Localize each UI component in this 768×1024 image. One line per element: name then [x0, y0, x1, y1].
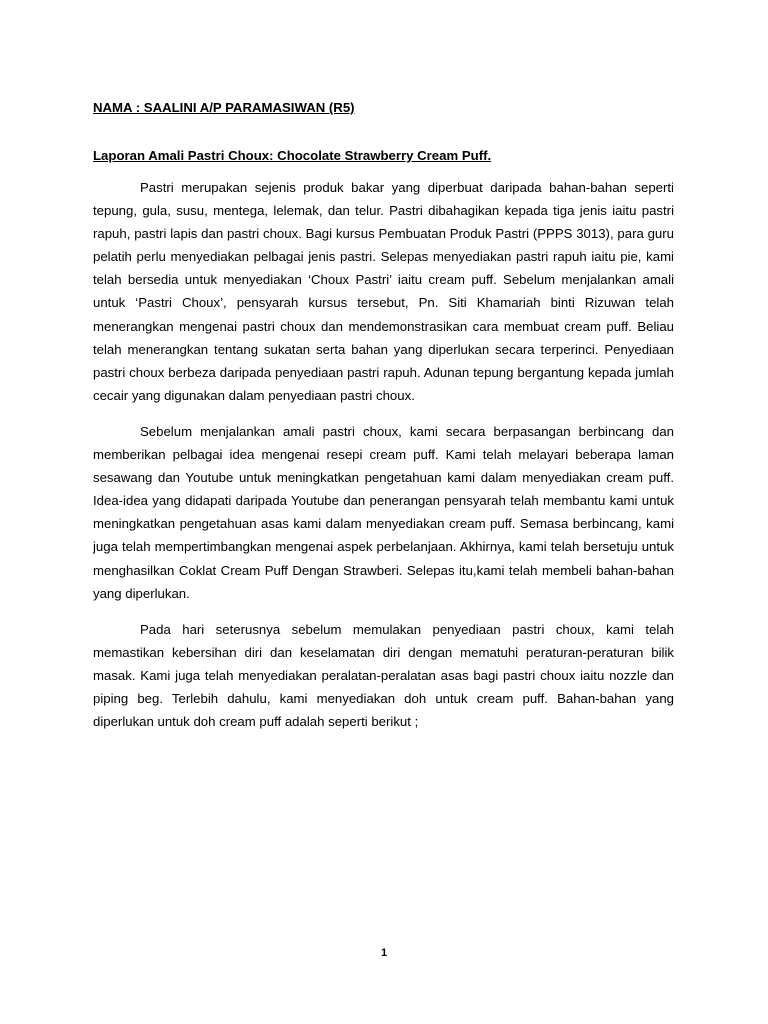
document-body: [93, 96, 674, 746]
paragraph-preparation: Pada hari seterusnya sebelum memulakan penyediaan pastri choux, kami telah memastikan kebersihan diri dan keselamatan diri dengan mematuhi peraturan-peraturan bilik masak. Kami juga telah menyediakan peralatan-peralatan asas bagi pastri choux iaitu nozzle dan piping beg. Terlebih dahulu, kami menyediakan doh untuk cream puff. Bahan-bahan yang diperlukan untuk doh cream puff adalah seperti berikut ;: [93, 621, 674, 730]
page-number: 1: [380, 947, 388, 959]
paragraph-planning: Sebelum menjalankan amali pastri choux, kami secara berpasangan berbincang dan memberikan pelbagai idea mengenai resepi cream puff. Kami telah melayari beberapa laman sesawang dan Youtube untuk meningkatkan pengetahuan kami dalam menyediakan cream puff. Idea-idea yang didapati daripada Youtube dan penerangan pensyarah telah membantu kami untuk meningkatkan pengetahuan asas kami dalam menyediakan cream puff. Semasa berbincang, kami juga telah mempertimbangkan mengenai aspek perbelanjaan. Akhirnya, kami telah bersetuju untuk menghasilkan Coklat Cream Puff Dengan Strawberi. Selepas itu,kami telah membeli bahan-bahan yang diperlukan.: [93, 423, 674, 601]
paragraph-introduction: Pastri merupakan sejenis produk bakar yang diperbuat daripada bahan-bahan seperti tepung, gula, susu, mentega, lelemak, dan telur. Pastri dibahagikan kepada tiga jenis iaitu pastri rapuh, pastri lapis dan pastri choux. Bagi kursus Pembuatan Produk Pastri (PPPS 3013), para guru pelatih perlu menyediakan pelbagai jenis pastri. Selepas menyediakan pastri rapuh iaitu pie, kami telah bersedia untuk menyediakan ‘Choux Pastri’ iaitu cream puff. Sebelum menjalankan amali untuk ‘Pastri Choux’, pensyarah kursus tersebut, Pn. Siti Khamariah binti Rizuwan telah menerangkan mengenai pastri choux dan mendemonstrasikan cara membuat cream puff. Beliau telah menerangkan tentang sukatan serta bahan yang diperlukan secara terperinci. Penyediaan pastri choux berbeza daripada penyediaan pastri rapuh. Adunan tepung bergantung kepada jumlah cecair yang digunakan dalam penyediaan pastri choux.: [93, 180, 674, 403]
report-title: Laporan Amali Pastri Choux: Chocolate Strawberry Cream Puff.: [93, 148, 492, 163]
student-name-heading: NAMA : SAALINI A/P PARAMASIWAN (R5): [93, 100, 355, 115]
